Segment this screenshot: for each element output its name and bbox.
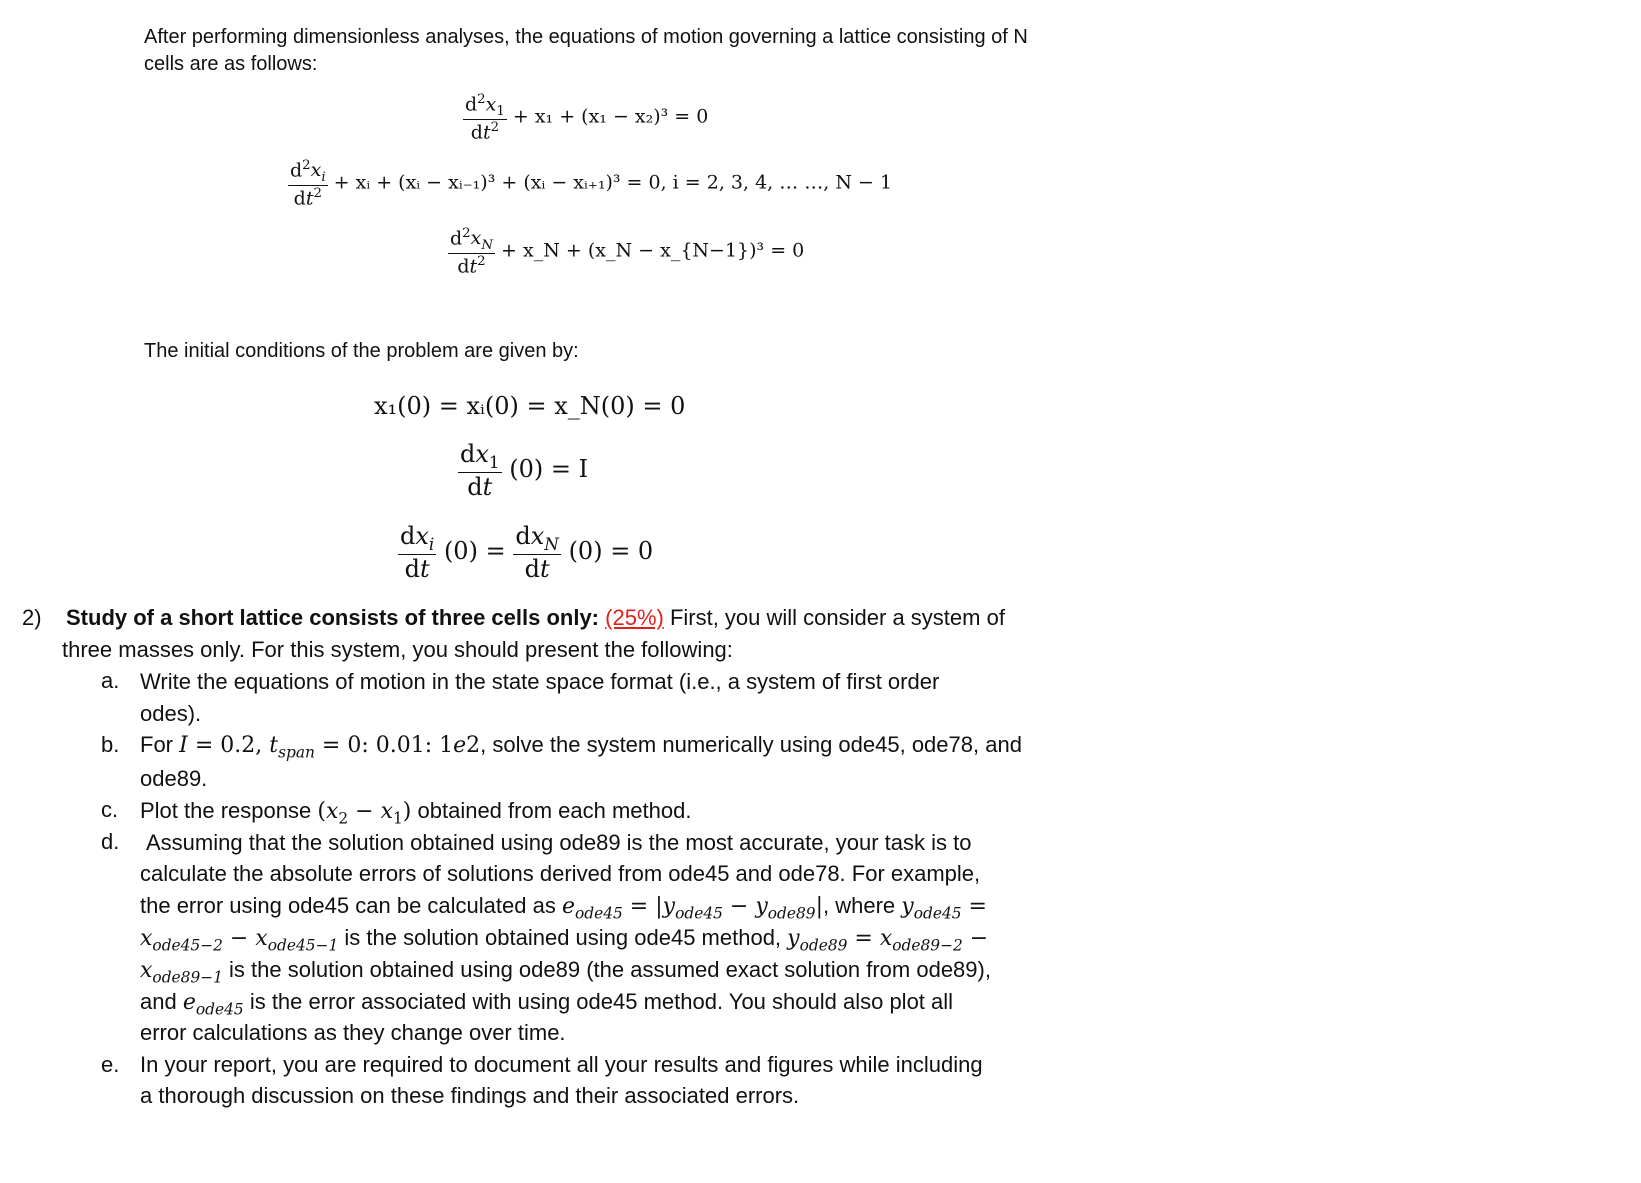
initial-condition-3-mid: (0) = [443, 536, 506, 565]
equation-1-rest: + x₁ + (x₁ − x₂)³ = 0 [512, 105, 709, 128]
item-d-where: , where [823, 893, 896, 918]
item-a-line-2: odes). [140, 701, 202, 726]
item-d-line-5-text: is the solution obtained using ode89 (the assumed exact solution from ode89), [229, 957, 991, 982]
initial-conditions-label: The initial conditions of the problem are given by: [144, 340, 579, 362]
item-d-line-6-text: is the error associated with using ode45 method. You should also plot all [249, 989, 954, 1014]
initial-condition-2-rest: (0) = I [509, 454, 589, 483]
item-a-line-1: Write the equations of motion in the state space format (i.e., a system of first order [140, 669, 940, 694]
equation-3-rest: + x_N + (x_N − x_{N−1})³ = 0 [501, 239, 805, 262]
item-c-post: obtained from each method. [411, 798, 692, 823]
item-c-line: Plot the response $(x_2 - x_1)$ obtained from each method. [140, 798, 692, 828]
item-a-letter: a. [101, 668, 120, 693]
item-d-line-5: $x_{ode89-1}$ is the solution obtained using ode89 (the assumed exact solution from ode89), [140, 957, 991, 987]
initial-condition-2: $\frac{dx_1}{dt}$ (0) = I [460, 440, 589, 501]
item-b-line-2: ode89. [140, 766, 208, 791]
intro-line-2: cells are as follows: [144, 53, 318, 75]
intro-line-1: After performing dimensionless analyses, the equations of motion governing a lattice consisting of N [144, 26, 1028, 48]
item-d-line-2: calculate the absolute errors of solutions derived from ode45 and ode78. For example, [140, 861, 981, 886]
item-d-letter: d. [101, 829, 120, 854]
initial-condition-3-end: (0) = 0 [568, 536, 654, 565]
item-d-line-1: Assuming that the solution obtained using ode89 is the most accurate, your task is to [146, 830, 972, 855]
equation-3: $\frac{d^2x_N}{dt^2}$ + x_N + (x_N − x_{N−1})³ = 0 [450, 226, 805, 278]
item-d-line-4-text: is the solution obtained using ode45 method, [344, 925, 782, 950]
question-title: Study of a short lattice consists of three cells only: [66, 605, 600, 630]
question-weight: (25%) [605, 605, 664, 630]
item-e-letter: e. [101, 1052, 120, 1077]
item-d-line-3: the error using ode45 can be calculated as $e_{ode45} = |y_{ode45} - y_{ode89}|$, where $y_{ode45}$ = [140, 893, 987, 923]
item-e-line-2: a thorough discussion on these findings and their associated errors. [140, 1083, 800, 1108]
question-number: 2) [22, 605, 42, 630]
item-b-pre: For [140, 732, 180, 757]
item-b-line-1: For I = 0.2, $t_{span} = 0$: 0.01: 1e2, solve the system numerically using ode45, ode78, and [140, 732, 1022, 762]
item-b-post: , solve the system numerically using ode45, ode78, and [480, 732, 1022, 757]
initial-condition-1: x₁(0) = xᵢ(0) = x_N(0) = 0 [374, 392, 686, 420]
equation-2: $\frac{d^2x_i}{dt^2}$ + xᵢ + (xᵢ − xᵢ₋₁)³ + (xᵢ − xᵢ₊₁)³ = 0, i = 2, 3, 4, … …, N − 1 [290, 158, 893, 210]
item-d-line-7: error calculations as they change over time. [140, 1020, 566, 1045]
equation-1: $\frac{d^2x_1}{dt^2}$ + x₁ + (x₁ − x₂)³ = 0 [465, 92, 709, 144]
initial-condition-3: $\frac{dx_i}{dt}$ (0) = $\frac{dx_N}{dt}$ (0) = 0 [400, 522, 654, 583]
item-c-letter: c. [101, 797, 119, 822]
item-d-line-6: and $e_{ode45}$ is the error associated with using ode45 method. You should also plot all [140, 989, 954, 1019]
question-header-line [66, 603, 1005, 633]
item-d-line-3-text: the error using ode45 can be calculated as [140, 893, 556, 918]
question-line1-rest: First, you will consider a system of [663, 605, 1005, 630]
question-line-2: three masses only. For this system, you should present the following: [62, 637, 733, 662]
item-b-letter: b. [101, 732, 120, 757]
equation-2-rest: + xᵢ + (xᵢ − xᵢ₋₁)³ + (xᵢ − xᵢ₊₁)³ = 0, i = 2, 3, 4, … …, N − 1 [333, 171, 893, 194]
item-c-pre: Plot the response [140, 798, 318, 823]
item-e-line-1: In your report, you are required to document all your results and figures while including [140, 1052, 983, 1077]
item-d-line-4: $x_{ode45-2} - x_{ode45-1}$ is the solution obtained using ode45 method, $y_{ode89} = x_{ode89-2}$ − [140, 925, 989, 955]
item-d-and: and [140, 989, 177, 1014]
